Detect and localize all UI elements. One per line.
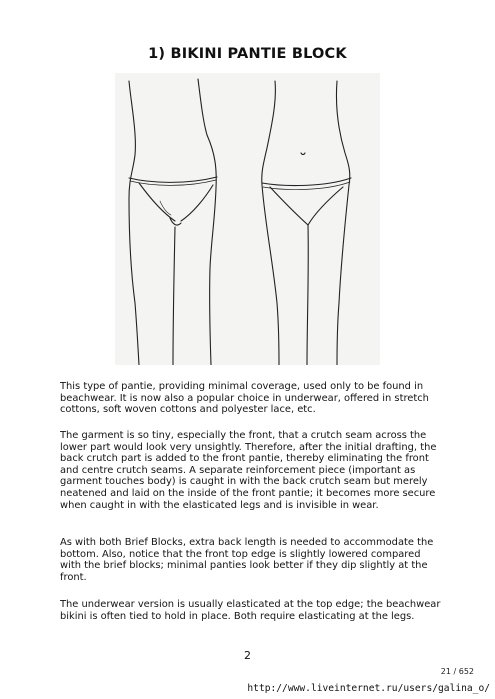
bikini-pantie-sketch <box>115 73 380 365</box>
front-view-waist-band <box>262 178 351 186</box>
sketch-drawing <box>115 73 380 365</box>
paragraph-3 <box>60 537 444 583</box>
paragraph-text: The garment is so tiny, especially the front, that a crutch seam across the lower part would look very unsightly. Therefore, after the initial drafting, the back crutch part is added to the front pantie, thereby eliminating the front and centre crutch seams. A separate reinforcement piece (important as garment touches body) is caught in with the back crutch seam but merely neatened and laid on the inside of the front pantie; it becomes more secure when caught in with the elasticated legs and is invisible in wear. <box>60 430 437 511</box>
front-view-left-outline <box>262 81 279 365</box>
page-counter: 21 / 652 <box>440 667 474 676</box>
paragraph-text: As with both Brief Blocks, extra back length is needed to accommodate the bottom. Also, notice that the front top edge is slightly lowered compared with the brief blocks; minimal panties look better if they dip slightly at the front. <box>60 537 434 583</box>
back-view-leg-right <box>181 185 213 221</box>
paragraph-4 <box>60 599 444 622</box>
back-view-leg-left <box>139 183 175 221</box>
back-view-leg-gap <box>173 227 175 365</box>
back-view-right-outline <box>198 79 216 365</box>
front-view-navel <box>301 153 305 155</box>
page-number: 2 <box>244 649 251 662</box>
front-view-inner-leg <box>307 225 308 365</box>
back-view-waist-band <box>129 177 217 182</box>
page-title: 1) BIKINI PANTIE BLOCK <box>148 46 347 62</box>
paragraph-2 <box>60 430 444 511</box>
front-view-pantie <box>270 187 343 225</box>
back-view-left-outline <box>129 81 139 365</box>
paragraph-1 <box>60 381 444 416</box>
paragraph-text: The underwear version is usually elasticated at the top edge; the beachwear bikini is often tied to hold in place. Both require elasticating at the legs. <box>60 599 441 622</box>
source-url-link[interactable]: http://www.liveinternet.ru/users/galina_o/ <box>247 683 490 694</box>
front-view-right-outline <box>336 81 349 365</box>
paragraph-text: This type of pantie, providing minimal coverage, used only to be found in beachwear. It is now also a popular choice in underwear, offered in stretch cottons, soft woven cottons and polyester lace, etc. <box>60 381 429 416</box>
